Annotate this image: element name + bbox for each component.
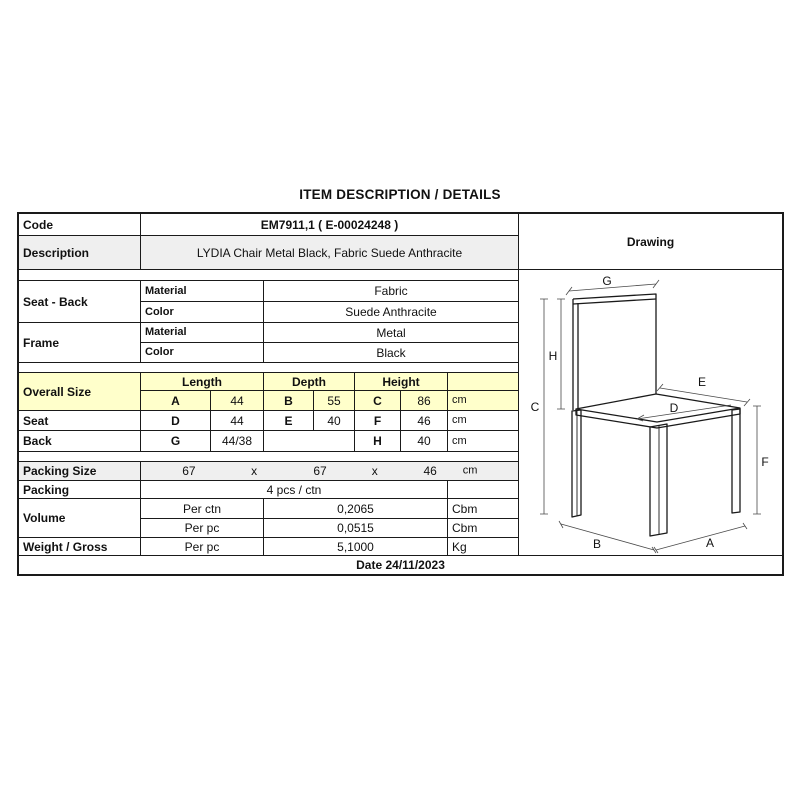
overall-height-key: C [355, 391, 400, 410]
seat-depth-value: 40 [314, 411, 354, 430]
seat-back-label: Seat - Back [19, 281, 140, 322]
volume-per-ctn-label: Per ctn [141, 499, 263, 518]
frame-color-value: Black [264, 343, 518, 362]
seat-height-key: F [355, 411, 400, 430]
packing-empty-cell [448, 481, 518, 498]
seat-back-color-value: Suede Anthracite [264, 302, 518, 322]
date-row: Date 24/11/2023 [19, 556, 782, 574]
seat-unit: cm [448, 411, 518, 430]
dim-label-d: D [669, 401, 679, 415]
frame-color-label: Color [141, 343, 263, 362]
back-unit: cm [448, 431, 518, 451]
volume-per-pc-unit: Cbm [448, 519, 518, 537]
section-separator [19, 363, 518, 372]
packing-size-sep2: x [371, 464, 378, 478]
depth-header: Depth [264, 373, 354, 390]
overall-length-value: 44 [211, 391, 263, 410]
overall-size-label: Overall Size [19, 373, 140, 410]
back-height-key: H [355, 431, 400, 451]
packing-size-label: Packing Size [19, 462, 140, 480]
drawing-cell [519, 270, 782, 555]
volume-per-ctn-value: 0,2065 [264, 499, 447, 518]
dim-label-g: G [602, 274, 612, 288]
packing-size-value [141, 462, 518, 480]
weight-per-label: Per pc [141, 538, 263, 555]
volume-per-ctn-unit: Cbm [448, 499, 518, 518]
packing-size-dim3: 46 [423, 464, 437, 478]
seat-length-key: D [141, 411, 210, 430]
seat-row-label: Seat [19, 411, 140, 430]
weight-gross-label: Weight / Gross [19, 538, 140, 555]
back-depth-empty [264, 431, 354, 451]
packing-size-sep1: x [251, 464, 258, 478]
dim-label-b: B [592, 537, 602, 551]
dim-label-c: C [530, 400, 540, 414]
seat-depth-key: E [264, 411, 313, 430]
weight-unit: Kg [448, 538, 518, 555]
frame-material-value: Metal [264, 323, 518, 342]
section-separator [19, 270, 518, 280]
dim-label-e: E [697, 375, 707, 389]
overall-unit: cm [448, 391, 518, 410]
seat-length-value: 44 [211, 411, 263, 430]
seat-height-value: 46 [401, 411, 447, 430]
back-length-value: 44/38 [211, 431, 263, 451]
packing-value: 4 pcs / ctn [141, 481, 447, 498]
drawing-header: Drawing [519, 214, 782, 269]
seat-back-color-label: Color [141, 302, 263, 322]
packing-label: Packing [19, 481, 140, 498]
packing-size-unit: cm [462, 464, 478, 477]
description-label: Description [19, 236, 140, 269]
chair-outline [572, 294, 740, 536]
weight-value: 5,1000 [264, 538, 447, 555]
volume-per-pc-value: 0,0515 [264, 519, 447, 537]
volume-label: Volume [19, 499, 140, 537]
dim-label-h: H [548, 349, 558, 363]
packing-size-dim2: 67 [313, 464, 327, 478]
section-separator [19, 452, 518, 461]
overall-depth-key: B [264, 391, 313, 410]
dim-label-a: A [705, 536, 715, 550]
dim-label-f: F [761, 455, 769, 469]
overall-depth-value: 55 [314, 391, 354, 410]
back-row-label: Back [19, 431, 140, 451]
back-length-key: G [141, 431, 210, 451]
frame-label: Frame [19, 323, 140, 362]
code-label: Code [19, 214, 140, 235]
header-empty-cell [448, 373, 518, 390]
length-header: Length [141, 373, 263, 390]
frame-material-label: Material [141, 323, 263, 342]
item-details-table [17, 212, 784, 576]
chair-drawing [519, 270, 782, 555]
seat-back-material-label: Material [141, 281, 263, 301]
packing-size-dim1: 67 [182, 464, 196, 478]
code-value: EM7911,1 ( E-00024248 ) [141, 214, 518, 235]
page-title: ITEM DESCRIPTION / DETAILS [299, 187, 501, 202]
overall-height-value: 86 [401, 391, 447, 410]
height-header: Height [355, 373, 447, 390]
seat-back-material-value: Fabric [264, 281, 518, 301]
description-value: LYDIA Chair Metal Black, Fabric Suede Anthracite [141, 236, 518, 269]
volume-per-pc-label: Per pc [141, 519, 263, 537]
overall-length-key: A [141, 391, 210, 410]
back-height-value: 40 [401, 431, 447, 451]
